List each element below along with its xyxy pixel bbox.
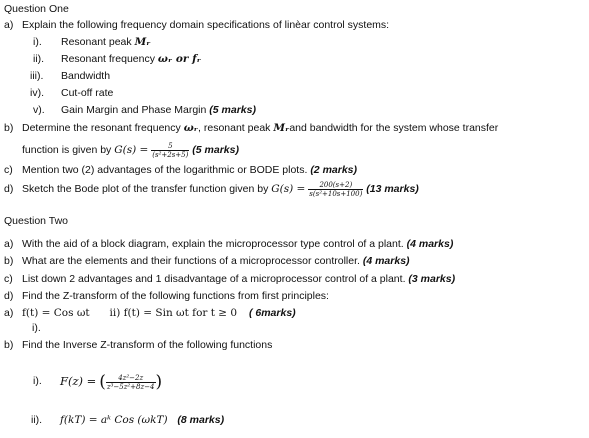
q2-e-line [22,307,296,320]
q2-f-text: Find the Inverse Z-transform of the following functions [22,339,273,351]
q1-c-label: c) [4,164,13,176]
q1-a-item-text: Bandwidth [61,70,111,82]
q2-g-i-fraction [106,374,156,391]
q1-a-item-num: ii). [33,53,45,65]
q2-e-ii: ii) f(t) = Sin ωt for t ≥ 0 [109,307,238,319]
q1-b-mr: Mᵣ [273,122,290,134]
q1-b-denominator: (s²+2s+5) [152,150,189,159]
q2-e-i: f(t) = Cos ωt [22,307,90,319]
q2-g-i-lhs: F(z) = [60,374,97,388]
q2-a-text: With the aid of a block diagram, explain the microprocessor type control of a plant. [22,238,404,250]
q2-g-ii-expr: f(kT) = aᵏ Cos (ωkT) [60,414,168,426]
q1-d-numerator: 200(s+2) [308,181,363,190]
q2-g-i-expr [60,366,162,397]
q2-g-i-num: i). [33,375,42,387]
q1-a-item [61,36,151,49]
q1-c-marks: (2 marks) [310,164,358,176]
q2-e-label: a) [4,307,14,319]
q1-c-line [22,164,357,177]
q2-c-label: c) [4,273,13,285]
q1-b-marks: (5 marks) [192,144,239,156]
q1-a-item [61,104,256,117]
q1-b-text1: Determine the resonant frequency [22,122,181,134]
q1-b-text2: , resonant peak [198,122,271,134]
q1-c-text: Mention two (2) advantages of the logarithmic or BODE plots. [22,164,308,176]
q1-b-omega: ωᵣ [183,122,199,134]
q2-e-sub: i). [32,322,41,334]
q1-d-func: G(s) = [271,183,306,195]
q1-d-text: Sketch the Bode plot of the transfer function given by [22,183,269,195]
q1-a-item-text: Cut-off rate [61,87,114,99]
q2-b-text: What are the elements and their functions of a microprocessor controller. [22,255,360,267]
q1-d-line [22,179,419,199]
question-two-title: Question Two [4,215,69,227]
q2-a-line [22,238,453,251]
q1-b-fraction [151,142,189,159]
q2-e-marks: ( 6marks) [248,307,296,319]
q2-g-ii-marks: (8 marks) [177,414,225,426]
q1-a-item-num: iii). [30,70,44,82]
q1-d-marks: (13 marks) [366,183,419,195]
q1-a-item-num: iv). [30,87,44,99]
q1-a-item [61,53,201,66]
q1-b-func: G(s) = [114,144,149,156]
q2-c-text: List down 2 advantages and 1 disadvantage of a microprocessor control of a plant. [22,273,406,285]
open-paren: ( [99,372,106,393]
q2-f-label: b) [4,339,14,351]
q1-b-label: b) [4,122,14,134]
q1-d-fraction [308,181,363,198]
q1-a-text: Explain the following frequency domain specifications of linèar control systems: [22,19,390,31]
q1-d-label: d) [4,183,14,195]
q2-a-marks: (4 marks) [406,238,454,250]
question-one-title: Question One [4,3,69,15]
q1-a-item-math: ωᵣ or fᵣ [157,53,201,65]
q2-g-ii-line [60,414,224,427]
q1-d-denominator: s(s²+10s+100) [309,189,363,198]
q2-g-i-numerator: 4z²−2z [106,374,156,383]
q2-b-line [22,255,410,268]
q2-d-text: Find the Z-transform of the following functions from first principles: [22,290,329,302]
q1-a-item-text: Gain Margin and Phase Margin [61,104,207,116]
q1-a-item-num: v). [33,104,45,116]
q1-a-item-text: Resonant peak [61,36,132,48]
close-paren: ) [155,372,163,393]
q1-b-line2 [22,140,239,160]
q1-b-line2-text: function is given by [22,144,112,156]
q2-b-label: b) [4,255,14,267]
q2-g-i-denominator: z³−5z²+8z−4 [106,382,155,391]
q1-b-text3: and bandwidth for the system whose transfer [289,122,499,134]
q2-a-label: a) [4,238,14,250]
q1-a-item-text: Resonant frequency [61,53,155,65]
q2-c-marks: (3 marks) [408,273,456,285]
q2-g-ii-num: ii). [31,414,43,426]
q1-a-label: a) [4,19,14,31]
q1-a-marks: (5 marks) [209,104,256,116]
q2-c-line [22,273,455,286]
q1-b-numerator: 5 [151,142,189,151]
q1-b-line1 [22,122,498,135]
q1-a-item-math: Mᵣ [134,36,151,48]
q2-d-label: d) [4,290,14,302]
q2-b-marks: (4 marks) [362,255,410,267]
q1-a-item-num: i). [33,36,42,48]
